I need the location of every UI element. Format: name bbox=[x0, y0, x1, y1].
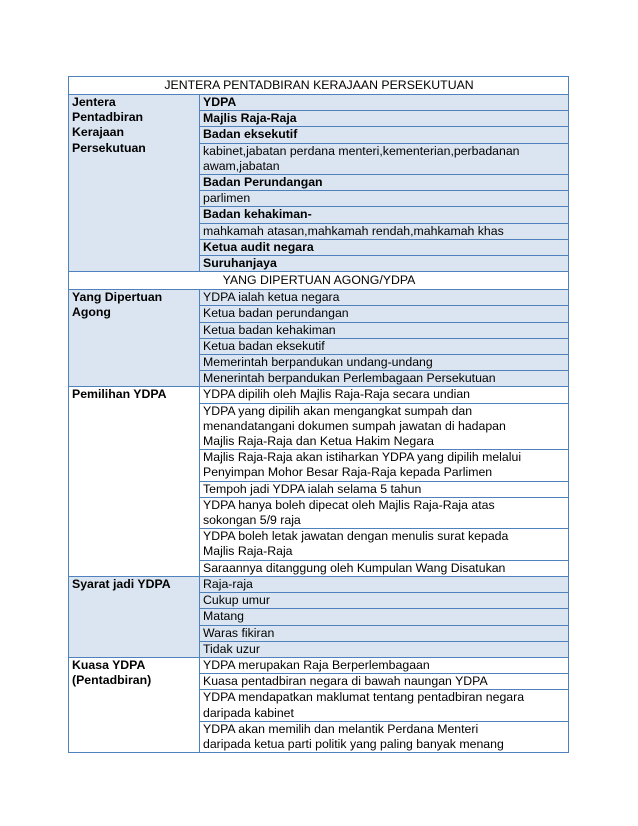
content-line: YDPA merupakan Raja Berperlembagaan bbox=[200, 658, 568, 674]
label-line: (Pentadbiran) bbox=[72, 673, 152, 688]
label-line: Kerajaan bbox=[72, 125, 124, 140]
content-line: mahkamah atasan,mahkamah rendah,mahkamah khas bbox=[200, 224, 568, 240]
row-content bbox=[200, 387, 569, 576]
content-line: parlimen bbox=[200, 191, 568, 207]
content-line: Penyimpan Mohor Besar Raja-Raja kepada Parlimen bbox=[200, 465, 568, 481]
document-table-container bbox=[68, 76, 568, 753]
row-content bbox=[200, 657, 569, 752]
content-line: Majlis Raja-Raja bbox=[200, 111, 568, 127]
content-line: YDPA boleh letak jawatan dengan menulis surat kepada bbox=[203, 529, 509, 544]
row-label bbox=[69, 290, 200, 387]
section1-row bbox=[69, 95, 569, 272]
content-line: Memerintah berpandukan undang-undang bbox=[200, 355, 568, 371]
subtitle-row bbox=[69, 272, 569, 290]
content-line: Cukup umur bbox=[200, 593, 568, 609]
row-label bbox=[69, 657, 200, 752]
content-line: sokongan 5/9 raja bbox=[200, 513, 568, 529]
content-line: Suruhanjaya bbox=[203, 256, 277, 271]
content-line: daripada kabinet bbox=[200, 706, 568, 722]
section-subtitle: YANG DIPERTUAN AGONG/YDPA bbox=[69, 272, 569, 290]
content-line: YDPA yang dipilih akan mengangkat sumpah dan bbox=[203, 403, 473, 418]
content-line: Tidak uzur bbox=[203, 641, 260, 656]
content-line: YDPA bbox=[200, 95, 568, 111]
label-line: Persekutuan bbox=[72, 140, 146, 155]
content-line: Matang bbox=[200, 609, 568, 625]
section1-label bbox=[69, 95, 200, 272]
content-line: Majlis Raja-Raja bbox=[200, 544, 568, 560]
content-line: Ketua audit negara bbox=[200, 240, 568, 256]
content-line: Majlis Raja-Raja dan Ketua Hakim Negara bbox=[200, 434, 568, 450]
label-line: Agong bbox=[72, 305, 111, 320]
label-line: Jentera bbox=[72, 95, 116, 109]
label-line: Kuasa YDPA bbox=[72, 657, 146, 672]
content-line: Waras fikiran bbox=[200, 626, 568, 642]
content-line: YDPA hanya boleh dipecat oleh Majlis Raja-Raja atas bbox=[203, 497, 495, 512]
content-line: YDPA akan memilih dan melantik Perdana Menteri bbox=[203, 721, 479, 736]
content-line: Ketua badan kehakiman bbox=[200, 323, 568, 339]
content-line: YDPA mendapatkan maklumat tentang pentadbiran negara bbox=[203, 690, 525, 705]
content-line: Badan Perundangan bbox=[200, 175, 568, 191]
row-syarat-jadi-ydpa bbox=[69, 576, 569, 657]
content-line: awam,jabatan bbox=[200, 159, 568, 175]
row-label bbox=[69, 576, 200, 657]
label-line: Pentadbiran bbox=[72, 110, 144, 125]
row-content bbox=[200, 290, 569, 387]
table-title: JENTERA PENTADBIRAN KERAJAAN PERSEKUTUAN bbox=[69, 77, 569, 95]
label-line: Syarat jadi YDPA bbox=[72, 576, 171, 591]
row-content bbox=[200, 576, 569, 657]
content-line: daripada ketua parti politik yang paling banyak menang bbox=[203, 736, 504, 751]
row-kuasa-ydpa bbox=[69, 657, 569, 752]
title-row bbox=[69, 77, 569, 95]
content-line: Badan eksekutif bbox=[200, 127, 568, 143]
content-line: YDPA dipilih oleh Majlis Raja-Raja secara undian bbox=[200, 387, 568, 403]
content-line: Ketua badan perundangan bbox=[200, 306, 568, 322]
ydpa-table bbox=[68, 76, 569, 753]
content-line: Ketua badan eksekutif bbox=[200, 339, 568, 355]
content-line: kabinet,jabatan perdana menteri,kementerian,perbadanan bbox=[203, 143, 520, 158]
content-line: Kuasa pentadbiran negara di bawah naungan YDPA bbox=[200, 674, 568, 690]
label-line: Yang Dipertuan bbox=[72, 290, 163, 305]
label-line: Pemilihan YDPA bbox=[72, 387, 167, 402]
content-line: YDPA ialah ketua negara bbox=[200, 290, 568, 306]
content-line: Saraannya ditanggung oleh Kumpulan Wang Disatukan bbox=[203, 560, 506, 575]
content-line: Tempoh jadi YDPA ialah selama 5 tahun bbox=[200, 482, 568, 498]
content-line: Raja-raja bbox=[200, 577, 568, 593]
row-pemilihan-ydpa bbox=[69, 387, 569, 576]
content-line: menandatangani dokumen sumpah jawatan di hadapan bbox=[203, 418, 506, 433]
content-line: Badan kehakiman- bbox=[200, 207, 568, 223]
content-line: Menerintah berpandukan Perlembagaan Persekutuan bbox=[203, 371, 496, 386]
row-label bbox=[69, 387, 200, 576]
row-yang-dipertuan-agong bbox=[69, 290, 569, 387]
content-line: Majlis Raja-Raja akan istiharkan YDPA yang dipilih melalui bbox=[203, 450, 522, 465]
section1-content bbox=[200, 95, 569, 272]
